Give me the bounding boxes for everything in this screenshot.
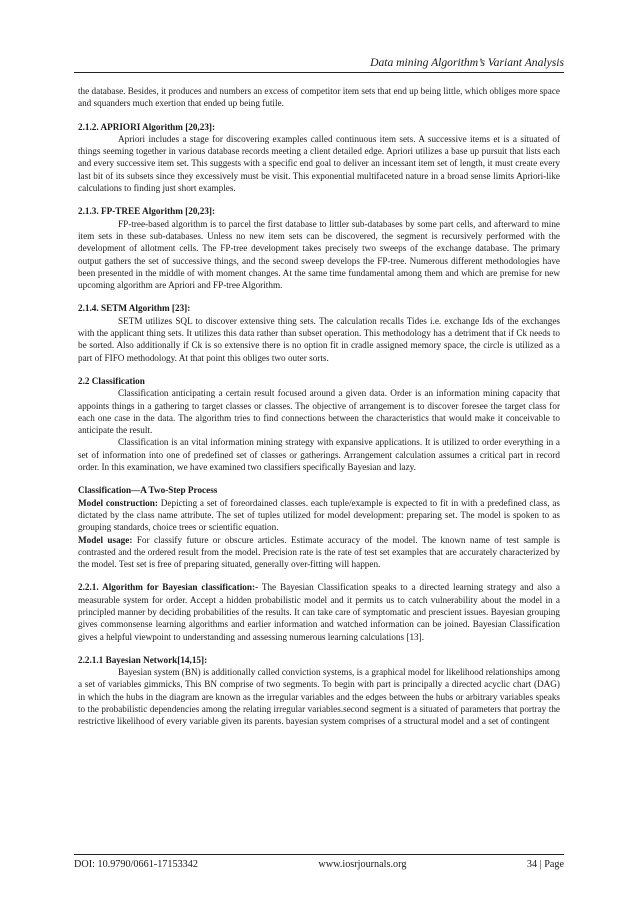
classification-paragraph-1: Classification anticipating a certain result focused around a given data. Order is an information mining capacity that appoints things in a gathering to target classes or classes. The objective of arrangement is to discover foresee the target class for each one case in the data. The algorithm tries to find connections between the characteristics that would make it conceivable to anticipate the result. — [78, 388, 560, 436]
two-step-heading: Classification—A Two-Step Process — [78, 485, 218, 496]
model-construction-paragraph — [78, 497, 560, 534]
classification-heading: 2.2 Classification — [78, 375, 145, 386]
model-construction-text: Depicting a set of foreordained classes. each tuple/example is expected to fit in with a predefined class, as dictated by the class name attribute. The set of tuples utilized for model development: preparing set. The model is spoken to as grouping standards, choice trees or scientific equation. — [78, 497, 561, 533]
page-body — [78, 85, 560, 728]
bayesian-algorithm-text: The Bayesian Classification speaks to a directed learning strategy and also a measurable system for order. Accept a hidden probabilistic model and it permits us to catch vulnerability about the model in a principled manner by deciding probabilities of the results. It can take care of symptomatic and prescient issues. Bayesian grouping gives commonsense learning algorithms and earlier information and watched information can be joined. Bayesian Classification gives a helpful viewpoint to understanding and assessing numerous learning calculations [13]. — [78, 582, 560, 642]
model-construction-label: Model construction: — [78, 497, 158, 508]
fptree-paragraph: FP-tree-based algorithm is to parcel the first database to littler sub-databases by some part cells, and afterward to mine item sets in these sub-databases. Unless no new item sets can be discovered, the segment is recursively performed with the development of allotment cells. The FP-tree development takes precisely two sweeps of the exchange database. The primary output gathers the set of successive things, and the second sweep develops the FP-tree. Numerous different methodologies have been presented in the middle of with moment changes. At the same time fundamental among them and which are premise for new upcoming algorithm are Apriori and FP-tree Algorithm. — [78, 218, 560, 291]
model-usage-text: For classify future or obscure articles. Estimate accuracy of the model. The known name of test sample is contrasted and the ordered result from the model. Precision rate is the rate of test set examples that are accurately characterized by the model. Test set is free of preparing situated, generally over-fitting will happen. — [78, 534, 560, 570]
bayesian-algorithm-heading: 2.2.1. Algorithm for Bayesian classification:- — [78, 582, 259, 593]
fptree-heading: 2.1.3. FP-TREE Algorithm [20,23]: — [78, 206, 216, 217]
setm-heading: 2.1.4. SETM Algorithm [23]: — [78, 303, 191, 314]
page-footer — [74, 854, 564, 870]
bayesian-network-paragraph: Bayesian system (BN) is additionally called conviction systems, is a graphical model for likelihood relationships among a set of variables gimmicks, This BN comprise of two segments. To begin with part is principally a directed acyclic chart (DAG) in which the hubs in the diagram are known as the irregular variables and the edges between the hubs or arbitrary variables speaks to the probabilistic dependencies among the relating irregular variables.second segment is a situated of parameters that portray the restrictive likelihood of every variable given its parents. bayesian system comprises of a structural model and a set of contingent — [78, 667, 560, 727]
running-header — [74, 56, 564, 73]
intro-paragraph: the database. Besides, it produces and numbers an excess of competitor item sets that end up being little, which obliges more space and squanders much exertion that ended up being futile. — [78, 86, 560, 109]
model-usage-label: Model usage: — [78, 534, 133, 545]
footer-page-number: 34 | Page — [526, 859, 564, 870]
footer-doi: DOI: 10.9790/0661-17153342 — [74, 859, 198, 870]
classification-paragraph-2: Classification is an vital information mining strategy with expansive applications. It is utilized to order everything in a set of information into one of predefined set of classes or gatherings. Arrangement calculation assumes a critical part in record order. In this examination, we have examined two classifiers specifically Bayesian and lazy. — [78, 437, 560, 473]
apriori-paragraph: Apriori includes a stage for discovering examples called continuous item sets. A successive items et is a situated of things seeming together in various database records meeting a client detailed edge. Apriori utilizes a base up pursuit that lists each and every successive item set. This suggests with a specific end goal to deliver an incessant item set of length, it must create every last bit of its subsets since they excessively must be visit. This exponential multifaceted nature in a broad sense limits Apriori-like calculations to finding just short examples. — [78, 133, 560, 194]
apriori-heading: 2.1.2. APRIORI Algorithm [20,23]: — [78, 121, 216, 132]
bayesian-network-heading: 2.2.1.1 Bayesian Network[14,15]: — [78, 654, 208, 665]
bayesian-algorithm-paragraph — [78, 581, 560, 642]
footer-website: www.iosrjournals.org — [318, 859, 407, 870]
running-title: Data mining Algorithm’s Variant Analysis — [370, 56, 564, 69]
model-usage-paragraph — [78, 534, 560, 571]
setm-paragraph: SETM utilizes SQL to discover extensive thing sets. The calculation recalls Tides i.e. exchange Ids of the exchanges with the applicant thing sets. It utilizes this data rather than subset operation. This methodology has a detriment that if Ck needs to be sorted. Also additionally if Ck is so extensive there is no option fit in cradle assigned memory space, the circle is utilized as a part of FIFO methodology. At that point this obliges two outer sorts. — [78, 315, 560, 363]
